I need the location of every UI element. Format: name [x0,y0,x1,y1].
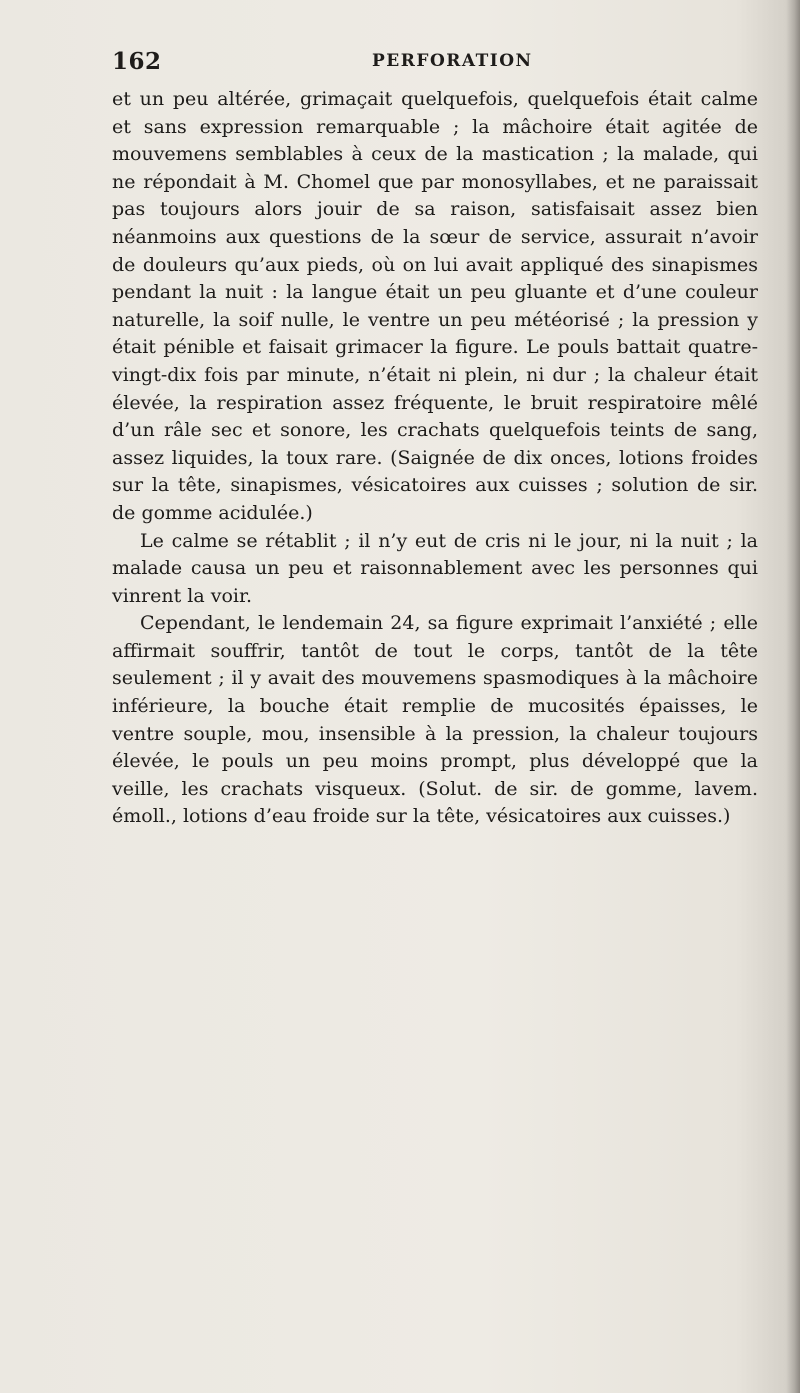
paragraph-1: et un peu altérée, grimaçait quelquefois, quelquefois était calme et sans expression remarquable ; la mâchoire était agitée de mouvemens semblables à ceux de la mastication ; la malade, qui ne répondait à M. Chomel que par monosyllabes, et ne paraissait pas toujours alors jouir de sa raison, satisfaisait assez bien néanmoins aux questions de la sœur de service, assurait n’avoir de douleurs qu’aux pieds, où on lui avait appliqué des sinapismes pendant la nuit : la langue était un peu gluante et d’une couleur naturelle, la soif nulle, le ventre un peu météorisé ; la pression y était pénible et faisait grimacer la figure. Le pouls battait quatre-vingt-dix fois par minute, n’était ni plein, ni dur ; la chaleur était élevée, la respiration assez fréquente, le bruit respiratoire mêlé d’un râle sec et sonore, les crachats quelquefois teints de sang, assez liquides, la toux rare. (Saignée de dix onces, lotions froides sur la tête, sinapismes, vésicatoires aux cuisses ; solution de sir. de gomme acidulée.) [112,88,758,524]
page-header [112,48,758,78]
page-number: 162 [112,48,162,75]
paragraph-3: Cependant, le lendemain 24, sa figure exprimait l’anxiété ; elle affirmait souffrir, tantôt de tout le corps, tantôt de la tête seulement ; il y avait des mouvemens spasmodiques à la mâchoire inférieure, la bouche était remplie de mucosités épaisses, le ventre souple, mou, insensible à la pression, la chaleur toujours élevée, le pouls un peu moins prompt, plus développé que la veille, les crachats visqueux. (Solut. de sir. de gomme, lavem. émoll., lotions d’eau froide sur la tête, vésicatoires aux cuisses.) [112,612,758,828]
paragraph-2: Le calme se rétablit ; il n’y eut de cris ni le jour, ni la nuit ; la malade causa un peu et raisonnablement avec les personnes qui vinrent la voir. [112,529,758,607]
page-edge-shadow [786,0,800,1393]
body-text [112,86,758,831]
running-title: PERFORATION [372,51,533,71]
